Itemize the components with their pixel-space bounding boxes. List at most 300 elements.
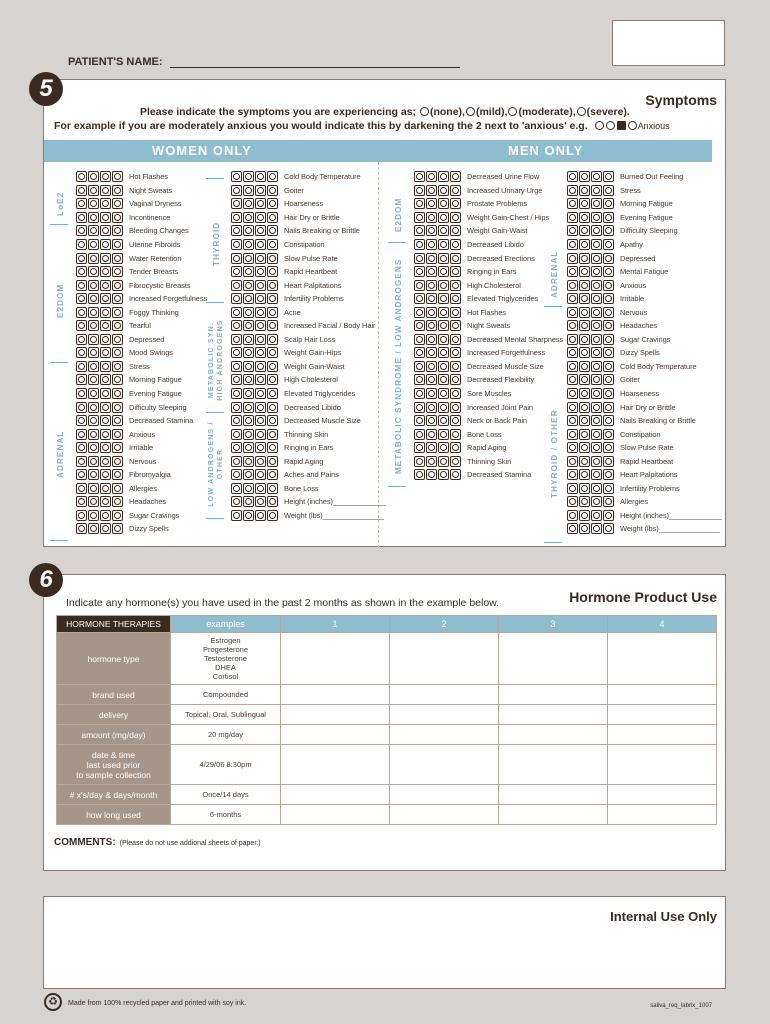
entry-cell-4[interactable] (608, 705, 717, 725)
severity-1-checkbox[interactable] (426, 280, 437, 291)
severity-1-checkbox[interactable] (88, 225, 99, 236)
severity-0-checkbox[interactable] (231, 320, 242, 331)
severity-2-checkbox[interactable] (438, 320, 449, 331)
severity-3-checkbox[interactable] (267, 496, 278, 507)
severity-2-checkbox[interactable] (255, 212, 266, 223)
severity-3-checkbox[interactable] (267, 280, 278, 291)
severity-2-checkbox[interactable] (255, 388, 266, 399)
severity-0-checkbox[interactable] (76, 347, 87, 358)
severity-1-checkbox[interactable] (243, 266, 254, 277)
severity-1-checkbox[interactable] (88, 402, 99, 413)
severity-2-checkbox[interactable] (591, 280, 602, 291)
severity-1-checkbox[interactable] (88, 469, 99, 480)
severity-0-checkbox[interactable] (567, 293, 578, 304)
severity-0-checkbox[interactable] (76, 171, 87, 182)
entry-cell-1[interactable] (281, 805, 390, 825)
severity-1-checkbox[interactable] (426, 212, 437, 223)
severity-0-checkbox[interactable] (414, 347, 425, 358)
severity-0-checkbox[interactable] (414, 415, 425, 426)
severity-1-checkbox[interactable] (88, 293, 99, 304)
severity-1-checkbox[interactable] (579, 334, 590, 345)
severity-2-checkbox[interactable] (100, 388, 111, 399)
entry-cell-3[interactable] (499, 805, 608, 825)
severity-0-checkbox[interactable] (567, 225, 578, 236)
severity-0-checkbox[interactable] (76, 483, 87, 494)
severity-1-checkbox[interactable] (426, 402, 437, 413)
severity-1-checkbox[interactable] (579, 171, 590, 182)
severity-0-checkbox[interactable] (231, 307, 242, 318)
severity-1-checkbox[interactable] (579, 415, 590, 426)
severity-0-checkbox[interactable] (567, 185, 578, 196)
severity-0-checkbox[interactable] (76, 510, 87, 521)
severity-0-checkbox[interactable] (231, 510, 242, 521)
severity-3-checkbox[interactable] (267, 307, 278, 318)
severity-1-checkbox[interactable] (88, 253, 99, 264)
entry-cell-3[interactable] (499, 745, 608, 785)
severity-0-checkbox[interactable] (76, 469, 87, 480)
entry-cell-2[interactable] (390, 685, 499, 705)
patient-name-field[interactable] (68, 56, 460, 68)
severity-1-checkbox[interactable] (88, 185, 99, 196)
severity-2-checkbox[interactable] (438, 429, 449, 440)
severity-2-checkbox[interactable] (591, 239, 602, 250)
severity-1-checkbox[interactable] (579, 347, 590, 358)
severity-2-checkbox[interactable] (438, 402, 449, 413)
severity-3-checkbox[interactable] (267, 239, 278, 250)
severity-0-checkbox[interactable] (567, 469, 578, 480)
severity-0-checkbox[interactable] (76, 280, 87, 291)
severity-1-checkbox[interactable] (579, 361, 590, 372)
severity-2-checkbox[interactable] (255, 402, 266, 413)
severity-0-checkbox[interactable] (567, 171, 578, 182)
entry-cell-4[interactable] (608, 633, 717, 685)
severity-2-checkbox[interactable] (438, 347, 449, 358)
severity-1-checkbox[interactable] (426, 225, 437, 236)
severity-3-checkbox[interactable] (112, 496, 123, 507)
severity-1-checkbox[interactable] (243, 483, 254, 494)
severity-0-checkbox[interactable] (567, 212, 578, 223)
severity-2-checkbox[interactable] (591, 456, 602, 467)
severity-0-checkbox[interactable] (567, 280, 578, 291)
severity-1-checkbox[interactable] (579, 456, 590, 467)
entry-cell-3[interactable] (499, 725, 608, 745)
severity-2-checkbox[interactable] (591, 496, 602, 507)
severity-2-checkbox[interactable] (100, 483, 111, 494)
severity-2-checkbox[interactable] (438, 185, 449, 196)
severity-1-checkbox[interactable] (88, 456, 99, 467)
severity-2-checkbox[interactable] (438, 198, 449, 209)
severity-3-checkbox[interactable] (603, 280, 614, 291)
patient-name-line[interactable] (170, 58, 460, 68)
severity-2-checkbox[interactable] (438, 253, 449, 264)
severity-3-checkbox[interactable] (603, 429, 614, 440)
severity-3-checkbox[interactable] (603, 347, 614, 358)
entry-cell-1[interactable] (281, 685, 390, 705)
severity-2-checkbox[interactable] (255, 429, 266, 440)
severity-1-checkbox[interactable] (579, 483, 590, 494)
entry-cell-2[interactable] (390, 705, 499, 725)
severity-0-checkbox[interactable] (567, 361, 578, 372)
severity-0-checkbox[interactable] (414, 374, 425, 385)
severity-2-checkbox[interactable] (591, 171, 602, 182)
severity-0-checkbox[interactable] (231, 239, 242, 250)
severity-0-checkbox[interactable] (231, 361, 242, 372)
entry-cell-3[interactable] (499, 633, 608, 685)
severity-3-checkbox[interactable] (112, 212, 123, 223)
severity-0-checkbox[interactable] (567, 198, 578, 209)
severity-0-checkbox[interactable] (567, 496, 578, 507)
severity-2-checkbox[interactable] (255, 280, 266, 291)
severity-1-checkbox[interactable] (579, 307, 590, 318)
severity-2-checkbox[interactable] (591, 347, 602, 358)
severity-1-checkbox[interactable] (88, 198, 99, 209)
severity-0-checkbox[interactable] (231, 266, 242, 277)
severity-1-checkbox[interactable] (579, 293, 590, 304)
severity-2-checkbox[interactable] (255, 415, 266, 426)
severity-3-checkbox[interactable] (450, 239, 461, 250)
severity-1-checkbox[interactable] (243, 347, 254, 358)
severity-1-checkbox[interactable] (426, 266, 437, 277)
severity-2-checkbox[interactable] (438, 307, 449, 318)
severity-3-checkbox[interactable] (112, 307, 123, 318)
severity-2-checkbox[interactable] (438, 212, 449, 223)
severity-0-checkbox[interactable] (76, 307, 87, 318)
severity-1-checkbox[interactable] (88, 429, 99, 440)
severity-2-checkbox[interactable] (100, 266, 111, 277)
severity-3-checkbox[interactable] (603, 334, 614, 345)
severity-1-checkbox[interactable] (426, 320, 437, 331)
severity-1-checkbox[interactable] (243, 496, 254, 507)
severity-1-checkbox[interactable] (243, 469, 254, 480)
severity-3-checkbox[interactable] (267, 266, 278, 277)
severity-2-checkbox[interactable] (438, 469, 449, 480)
severity-0-checkbox[interactable] (76, 496, 87, 507)
severity-3-checkbox[interactable] (603, 171, 614, 182)
severity-2-checkbox[interactable] (591, 293, 602, 304)
severity-0-checkbox[interactable] (231, 280, 242, 291)
severity-3-checkbox[interactable] (112, 483, 123, 494)
severity-1-checkbox[interactable] (426, 253, 437, 264)
severity-3-checkbox[interactable] (112, 334, 123, 345)
entry-cell-2[interactable] (390, 725, 499, 745)
severity-2-checkbox[interactable] (438, 280, 449, 291)
severity-0-checkbox[interactable] (414, 456, 425, 467)
severity-0-checkbox[interactable] (231, 388, 242, 399)
severity-0-checkbox[interactable] (76, 388, 87, 399)
severity-3-checkbox[interactable] (267, 415, 278, 426)
entry-cell-4[interactable] (608, 785, 717, 805)
entry-cell-1[interactable] (281, 633, 390, 685)
severity-1-checkbox[interactable] (88, 266, 99, 277)
severity-1-checkbox[interactable] (426, 239, 437, 250)
severity-0-checkbox[interactable] (76, 225, 87, 236)
severity-3-checkbox[interactable] (603, 496, 614, 507)
severity-2-checkbox[interactable] (591, 320, 602, 331)
severity-1-checkbox[interactable] (426, 469, 437, 480)
severity-0-checkbox[interactable] (414, 293, 425, 304)
severity-2-checkbox[interactable] (255, 225, 266, 236)
severity-0-checkbox[interactable] (231, 469, 242, 480)
severity-3-checkbox[interactable] (112, 402, 123, 413)
severity-1-checkbox[interactable] (579, 253, 590, 264)
entry-cell-1[interactable] (281, 745, 390, 785)
severity-0-checkbox[interactable] (414, 185, 425, 196)
severity-0-checkbox[interactable] (567, 334, 578, 345)
severity-2-checkbox[interactable] (100, 402, 111, 413)
severity-1-checkbox[interactable] (88, 334, 99, 345)
severity-2-checkbox[interactable] (255, 442, 266, 453)
severity-1-checkbox[interactable] (243, 280, 254, 291)
severity-0-checkbox[interactable] (231, 171, 242, 182)
severity-1-checkbox[interactable] (426, 185, 437, 196)
severity-3-checkbox[interactable] (603, 456, 614, 467)
severity-2-checkbox[interactable] (438, 239, 449, 250)
severity-1-checkbox[interactable] (579, 510, 590, 521)
severity-0-checkbox[interactable] (76, 456, 87, 467)
severity-1-checkbox[interactable] (88, 510, 99, 521)
severity-1-checkbox[interactable] (243, 253, 254, 264)
severity-3-checkbox[interactable] (112, 442, 123, 453)
severity-2-checkbox[interactable] (100, 523, 111, 534)
entry-cell-1[interactable] (281, 725, 390, 745)
severity-0-checkbox[interactable] (231, 225, 242, 236)
severity-2-checkbox[interactable] (255, 293, 266, 304)
severity-2-checkbox[interactable] (438, 334, 449, 345)
severity-3-checkbox[interactable] (112, 469, 123, 480)
severity-3-checkbox[interactable] (112, 239, 123, 250)
severity-1-checkbox[interactable] (426, 307, 437, 318)
severity-0-checkbox[interactable] (567, 374, 578, 385)
severity-2-checkbox[interactable] (255, 469, 266, 480)
severity-2-checkbox[interactable] (100, 320, 111, 331)
severity-2-checkbox[interactable] (438, 266, 449, 277)
severity-3-checkbox[interactable] (603, 225, 614, 236)
severity-3-checkbox[interactable] (450, 374, 461, 385)
severity-1-checkbox[interactable] (88, 347, 99, 358)
severity-3-checkbox[interactable] (450, 334, 461, 345)
severity-1-checkbox[interactable] (243, 334, 254, 345)
severity-3-checkbox[interactable] (267, 361, 278, 372)
severity-2-checkbox[interactable] (100, 307, 111, 318)
severity-2-checkbox[interactable] (100, 415, 111, 426)
severity-3-checkbox[interactable] (603, 415, 614, 426)
severity-2-checkbox[interactable] (100, 212, 111, 223)
severity-1-checkbox[interactable] (426, 429, 437, 440)
severity-3-checkbox[interactable] (603, 374, 614, 385)
severity-2-checkbox[interactable] (100, 510, 111, 521)
severity-0-checkbox[interactable] (76, 253, 87, 264)
severity-2-checkbox[interactable] (438, 171, 449, 182)
severity-2-checkbox[interactable] (591, 374, 602, 385)
severity-2-checkbox[interactable] (100, 334, 111, 345)
severity-1-checkbox[interactable] (88, 361, 99, 372)
severity-0-checkbox[interactable] (76, 442, 87, 453)
severity-3-checkbox[interactable] (450, 402, 461, 413)
severity-0-checkbox[interactable] (414, 320, 425, 331)
severity-0-checkbox[interactable] (76, 334, 87, 345)
severity-1-checkbox[interactable] (243, 320, 254, 331)
severity-3-checkbox[interactable] (603, 510, 614, 521)
entry-cell-1[interactable] (281, 705, 390, 725)
severity-2-checkbox[interactable] (255, 198, 266, 209)
severity-0-checkbox[interactable] (567, 320, 578, 331)
severity-3-checkbox[interactable] (603, 442, 614, 453)
severity-3-checkbox[interactable] (112, 523, 123, 534)
severity-0-checkbox[interactable] (414, 307, 425, 318)
severity-2-checkbox[interactable] (100, 361, 111, 372)
severity-3-checkbox[interactable] (450, 171, 461, 182)
severity-0-checkbox[interactable] (567, 388, 578, 399)
severity-0-checkbox[interactable] (567, 442, 578, 453)
severity-1-checkbox[interactable] (88, 442, 99, 453)
severity-0-checkbox[interactable] (76, 415, 87, 426)
severity-2-checkbox[interactable] (591, 523, 602, 534)
entry-cell-4[interactable] (608, 725, 717, 745)
severity-3-checkbox[interactable] (112, 225, 123, 236)
severity-3-checkbox[interactable] (603, 293, 614, 304)
severity-2-checkbox[interactable] (438, 225, 449, 236)
severity-2-checkbox[interactable] (255, 171, 266, 182)
severity-1-checkbox[interactable] (426, 456, 437, 467)
severity-3-checkbox[interactable] (112, 361, 123, 372)
severity-1-checkbox[interactable] (88, 483, 99, 494)
entry-cell-4[interactable] (608, 685, 717, 705)
severity-3-checkbox[interactable] (450, 415, 461, 426)
severity-2-checkbox[interactable] (591, 266, 602, 277)
severity-0-checkbox[interactable] (231, 496, 242, 507)
severity-0-checkbox[interactable] (76, 429, 87, 440)
severity-3-checkbox[interactable] (112, 510, 123, 521)
severity-2-checkbox[interactable] (591, 185, 602, 196)
severity-3-checkbox[interactable] (450, 212, 461, 223)
severity-2-checkbox[interactable] (591, 334, 602, 345)
severity-1-checkbox[interactable] (88, 523, 99, 534)
severity-3-checkbox[interactable] (450, 469, 461, 480)
severity-1-checkbox[interactable] (88, 280, 99, 291)
severity-0-checkbox[interactable] (414, 198, 425, 209)
severity-1-checkbox[interactable] (243, 388, 254, 399)
severity-3-checkbox[interactable] (267, 456, 278, 467)
severity-0-checkbox[interactable] (231, 402, 242, 413)
severity-0-checkbox[interactable] (567, 456, 578, 467)
severity-3-checkbox[interactable] (450, 361, 461, 372)
severity-0-checkbox[interactable] (76, 212, 87, 223)
entry-cell-4[interactable] (608, 805, 717, 825)
severity-3-checkbox[interactable] (112, 253, 123, 264)
severity-0-checkbox[interactable] (231, 198, 242, 209)
severity-2-checkbox[interactable] (591, 253, 602, 264)
severity-1-checkbox[interactable] (88, 374, 99, 385)
severity-0-checkbox[interactable] (76, 239, 87, 250)
severity-2-checkbox[interactable] (100, 429, 111, 440)
severity-1-checkbox[interactable] (243, 185, 254, 196)
severity-0-checkbox[interactable] (567, 510, 578, 521)
entry-cell-4[interactable] (608, 745, 717, 785)
severity-1-checkbox[interactable] (243, 402, 254, 413)
severity-1-checkbox[interactable] (579, 266, 590, 277)
severity-1-checkbox[interactable] (243, 307, 254, 318)
severity-3-checkbox[interactable] (603, 198, 614, 209)
severity-1-checkbox[interactable] (426, 442, 437, 453)
severity-3-checkbox[interactable] (603, 483, 614, 494)
severity-3-checkbox[interactable] (450, 253, 461, 264)
severity-2-checkbox[interactable] (438, 293, 449, 304)
severity-0-checkbox[interactable] (414, 388, 425, 399)
severity-1-checkbox[interactable] (426, 415, 437, 426)
severity-0-checkbox[interactable] (414, 429, 425, 440)
severity-0-checkbox[interactable] (414, 280, 425, 291)
severity-0-checkbox[interactable] (567, 266, 578, 277)
severity-0-checkbox[interactable] (76, 374, 87, 385)
severity-0-checkbox[interactable] (414, 469, 425, 480)
entry-cell-2[interactable] (390, 805, 499, 825)
severity-0-checkbox[interactable] (414, 212, 425, 223)
severity-1-checkbox[interactable] (426, 293, 437, 304)
severity-1-checkbox[interactable] (579, 280, 590, 291)
severity-3-checkbox[interactable] (603, 266, 614, 277)
severity-3-checkbox[interactable] (267, 469, 278, 480)
severity-0-checkbox[interactable] (567, 347, 578, 358)
severity-1-checkbox[interactable] (579, 239, 590, 250)
severity-2-checkbox[interactable] (255, 185, 266, 196)
severity-2-checkbox[interactable] (255, 253, 266, 264)
severity-0-checkbox[interactable] (76, 293, 87, 304)
severity-0-checkbox[interactable] (567, 523, 578, 534)
severity-2-checkbox[interactable] (591, 483, 602, 494)
severity-2-checkbox[interactable] (591, 225, 602, 236)
severity-3-checkbox[interactable] (450, 280, 461, 291)
severity-2-checkbox[interactable] (100, 374, 111, 385)
severity-1-checkbox[interactable] (579, 442, 590, 453)
severity-2-checkbox[interactable] (438, 442, 449, 453)
severity-2-checkbox[interactable] (100, 280, 111, 291)
severity-2-checkbox[interactable] (591, 510, 602, 521)
severity-1-checkbox[interactable] (579, 523, 590, 534)
severity-0-checkbox[interactable] (567, 239, 578, 250)
severity-1-checkbox[interactable] (243, 442, 254, 453)
severity-3-checkbox[interactable] (450, 266, 461, 277)
severity-3-checkbox[interactable] (112, 456, 123, 467)
severity-1-checkbox[interactable] (579, 185, 590, 196)
severity-3-checkbox[interactable] (603, 239, 614, 250)
severity-1-checkbox[interactable] (579, 225, 590, 236)
severity-1-checkbox[interactable] (579, 320, 590, 331)
severity-0-checkbox[interactable] (231, 374, 242, 385)
comments-field[interactable] (54, 837, 261, 848)
entry-cell-3[interactable] (499, 705, 608, 725)
entry-cell-3[interactable] (499, 685, 608, 705)
severity-0-checkbox[interactable] (231, 212, 242, 223)
severity-0-checkbox[interactable] (567, 415, 578, 426)
severity-0-checkbox[interactable] (231, 347, 242, 358)
severity-3-checkbox[interactable] (450, 307, 461, 318)
severity-3-checkbox[interactable] (112, 280, 123, 291)
severity-2-checkbox[interactable] (438, 415, 449, 426)
severity-1-checkbox[interactable] (426, 374, 437, 385)
severity-2-checkbox[interactable] (100, 469, 111, 480)
severity-3-checkbox[interactable] (267, 225, 278, 236)
severity-3-checkbox[interactable] (450, 347, 461, 358)
entry-cell-2[interactable] (390, 745, 499, 785)
severity-2-checkbox[interactable] (100, 225, 111, 236)
severity-2-checkbox[interactable] (100, 185, 111, 196)
severity-1-checkbox[interactable] (243, 510, 254, 521)
severity-3-checkbox[interactable] (112, 198, 123, 209)
entry-cell-1[interactable] (281, 785, 390, 805)
severity-1-checkbox[interactable] (88, 307, 99, 318)
severity-2-checkbox[interactable] (591, 307, 602, 318)
severity-2-checkbox[interactable] (591, 415, 602, 426)
